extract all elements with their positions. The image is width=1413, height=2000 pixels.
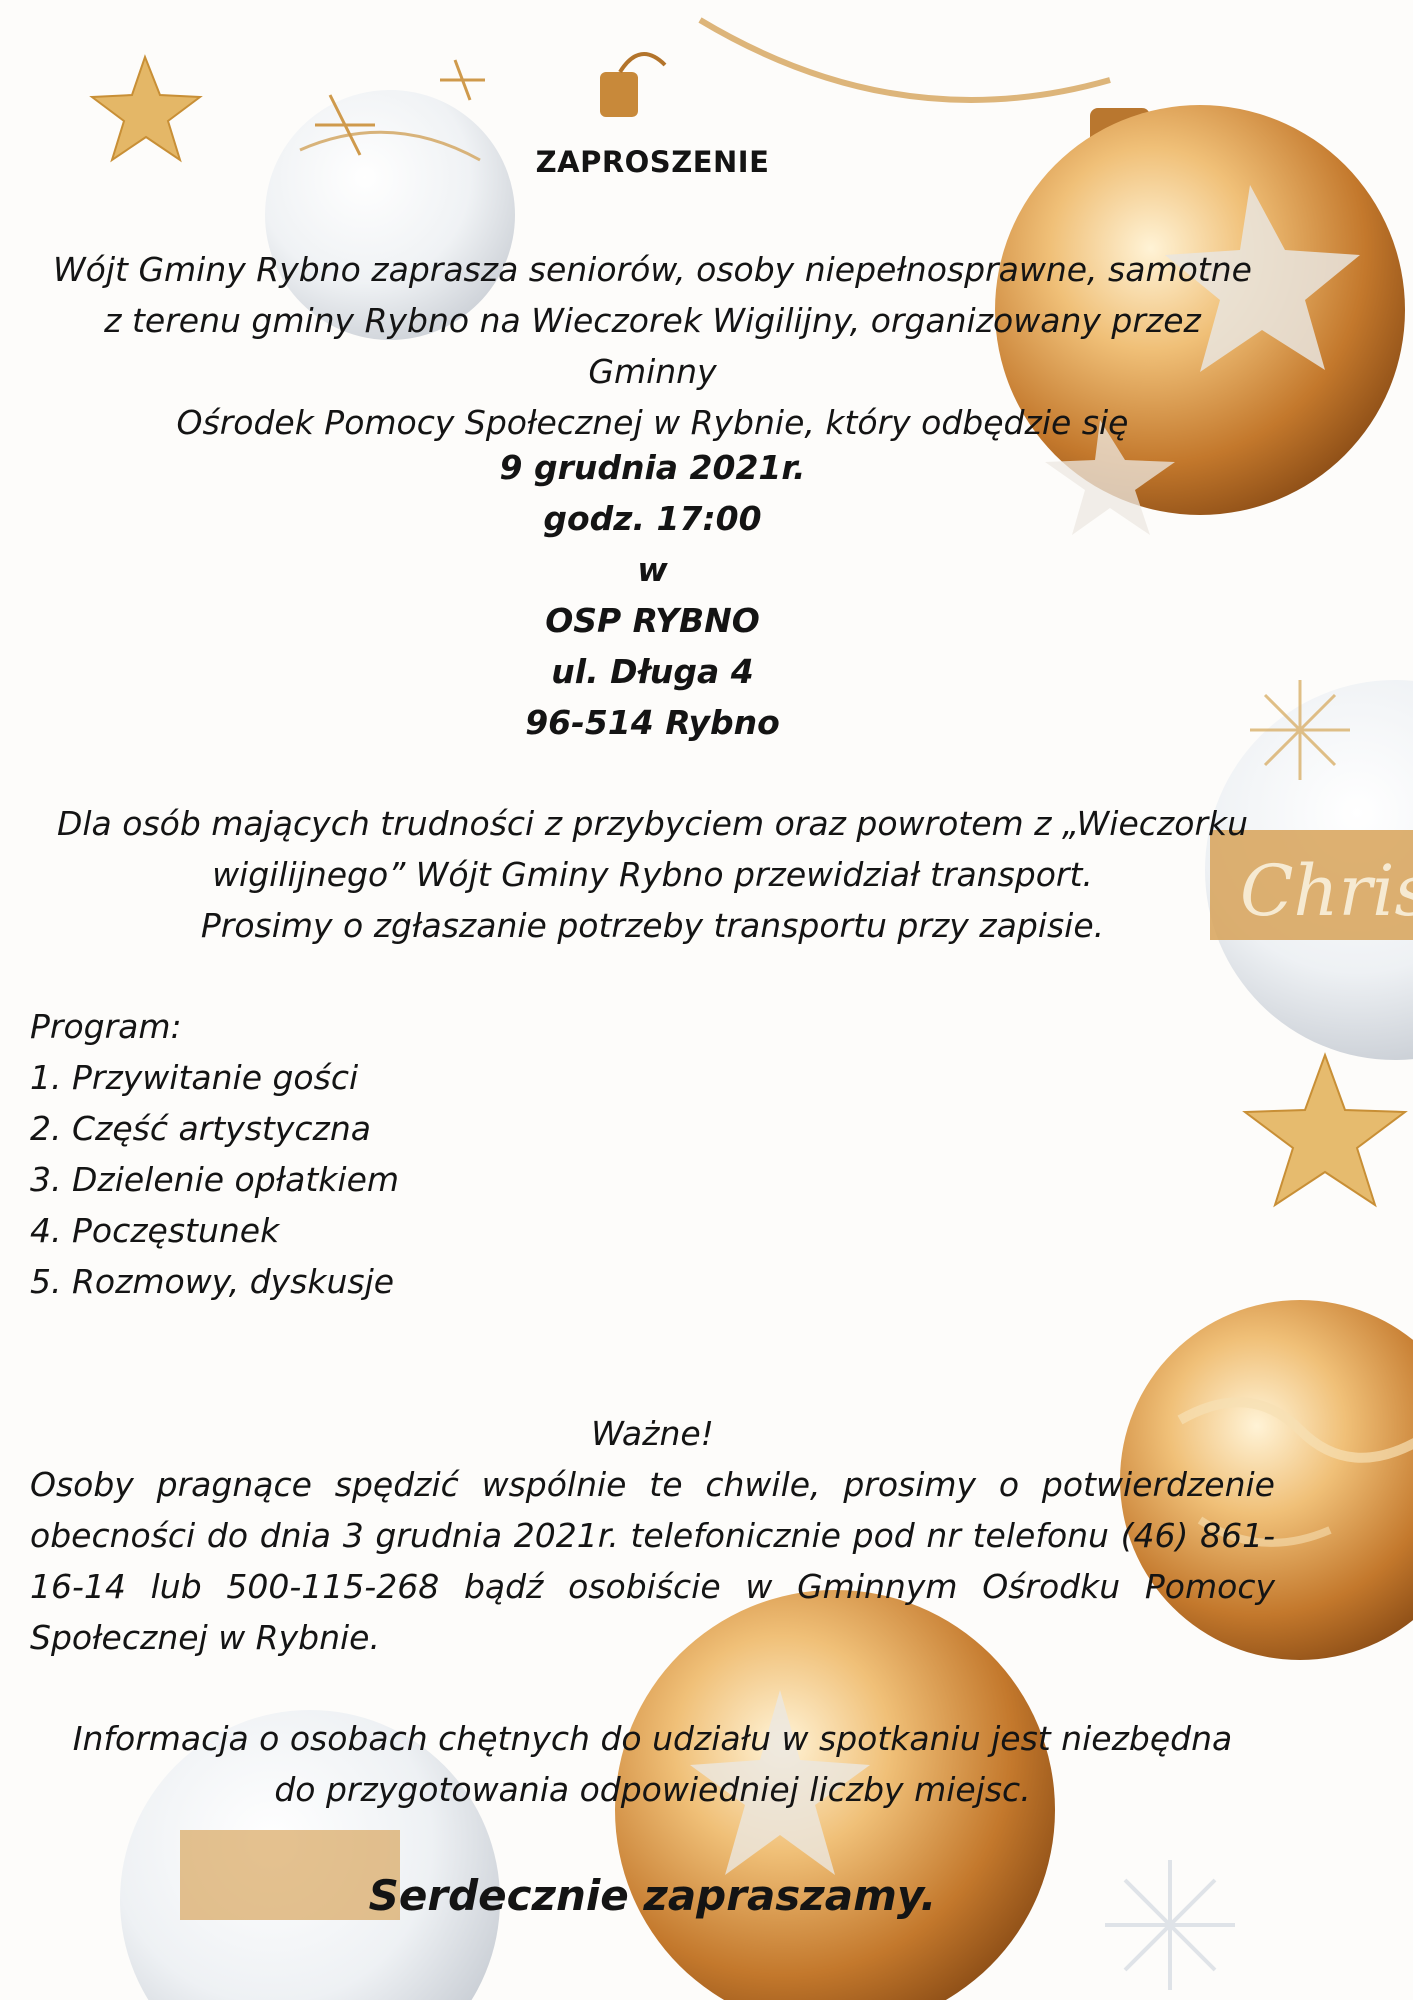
intro-line: Ośrodek Pomocy Społecznej w Rybnie, który odbędzie się [176,403,1129,442]
info-paragraph [40,1713,1265,1815]
info-line: do przygotowania odpowiedniej liczby miejsc. [274,1770,1031,1809]
transport-paragraph [40,798,1265,951]
program-item: 2. Część artystyczna [30,1109,371,1148]
important-heading: Ważne! [591,1414,714,1453]
event-details [0,442,1305,748]
intro-line: z terenu gminy Rybno na Wieczorek Wigilijny, organizowany przez Gminny [104,301,1201,391]
event-date: 9 grudnia 2021r. [499,448,806,487]
transport-line: wigilijnego” Wójt Gminy Rybno przewidział transport. [212,855,1093,894]
event-time: godz. 17:00 [543,499,762,538]
event-street: ul. Długa 4 [551,652,754,691]
program-list [30,1001,730,1307]
program-heading: Program: [30,1007,182,1046]
program-item: 4. Poczęstunek [30,1211,280,1250]
event-city: 96-514 Rybno [525,703,780,742]
transport-line: Dla osób mających trudności z przybyciem oraz powrotem z „Wieczorku [56,804,1249,843]
event-in-word: w [637,550,668,589]
transport-line: Prosimy o zgłaszanie potrzeby transportu przy zapisie. [200,906,1105,945]
closing-text: Serdecznie zapraszamy. [368,1871,937,1920]
program-item: 3. Dzielenie opłatkiem [30,1160,400,1199]
program-item: 5. Rozmowy, dyskusje [30,1262,395,1301]
program-item: 1. Przywitanie gości [30,1058,359,1097]
invitation-title: ZAPROSZENIE [535,145,770,179]
event-venue: OSP RYBNO [545,601,760,640]
intro-paragraph [40,244,1265,448]
info-line: Informacja o osobach chętnych do udziału w spotkaniu jest niezbędna [72,1719,1233,1758]
intro-line: Wójt Gminy Rybno zaprasza seniorów, osoby niepełnosprawne, samotne [53,250,1252,289]
important-paragraph: Osoby pragnące spędzić wspólnie te chwile, prosimy o potwierdzenie obecności do dnia 3 grudnia 2021r. telefonicznie pod nr telefonu (46) 861-16-14 lub 500-115-268 bądź osobiście w Gminnym Ośrodku Pomocy Społecznej w Rybnie. [30,1465,1275,1657]
